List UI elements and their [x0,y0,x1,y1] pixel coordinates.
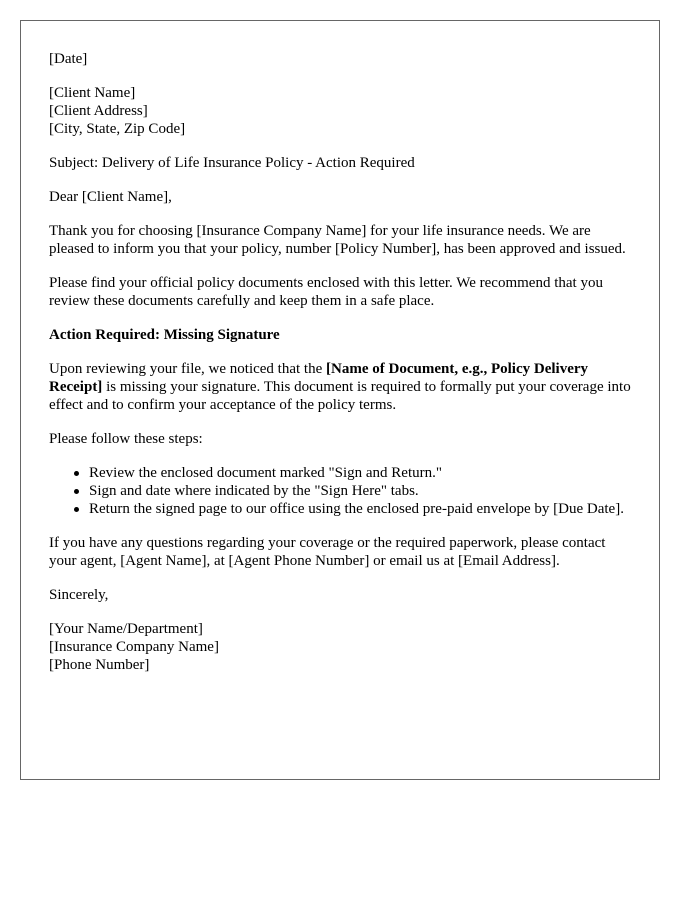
step-text: Return the signed page to our office using the enclosed pre-paid envelope by [Due Date]. [89,501,624,517]
letter-subject: Subject: Delivery of Life Insurance Policy - Action Required [49,155,415,171]
step-text: Sign and date where indicated by the "Sign Here" tabs. [89,483,419,499]
paragraph-enclosed-documents: Please find your official policy documents enclosed with this letter. We recommend that you review these documents carefully and keep them in a safe place. [49,275,603,309]
missing-signature-text-after: is missing your signature. This document is required to formally put your coverage into effect and to confirm your acceptance of the policy terms. [49,379,631,413]
signature-company: [Insurance Company Name] [49,639,219,655]
step-item [89,482,631,500]
letter-salutation: Dear [Client Name], [49,189,172,205]
step-item [89,500,631,518]
recipient-city-state-zip: [City, State, Zip Code] [49,121,186,137]
signature-block [49,620,631,674]
paragraph-contact: If you have any questions regarding your coverage or the required paperwork, please contact your agent, [Agent Name], at [Agent Phone Number] or email us at [Email Address]. [49,535,606,569]
letter-closing: Sincerely, [49,587,109,603]
bullet-icon [74,507,79,512]
action-required-heading: Action Required: Missing Signature [49,327,280,343]
paragraph-approval: Thank you for choosing [Insurance Company Name] for your life insurance needs. We are pleased to inform you that your policy, number [Policy Number], has been approved and issued. [49,223,626,257]
signature-phone: [Phone Number] [49,657,150,673]
step-item [89,464,631,482]
letter-date: [Date] [49,51,88,67]
recipient-name: [Client Name] [49,85,136,101]
step-text: Review the enclosed document marked "Sign and Return." [89,465,442,481]
recipient-address: [Client Address] [49,103,148,119]
steps-list [49,464,631,518]
missing-signature-text-before: Upon reviewing your file, we noticed that the [49,361,327,377]
recipient-block [49,84,631,138]
signature-name: [Your Name/Department] [49,621,203,637]
bullet-icon [74,489,79,494]
bullet-icon [74,471,79,476]
missing-document-name: [Name of Document, e.g., Policy Delivery Receipt] [49,361,589,395]
letter-page [20,20,660,780]
paragraph-missing-signature [49,360,631,414]
steps-intro: Please follow these steps: [49,431,203,447]
